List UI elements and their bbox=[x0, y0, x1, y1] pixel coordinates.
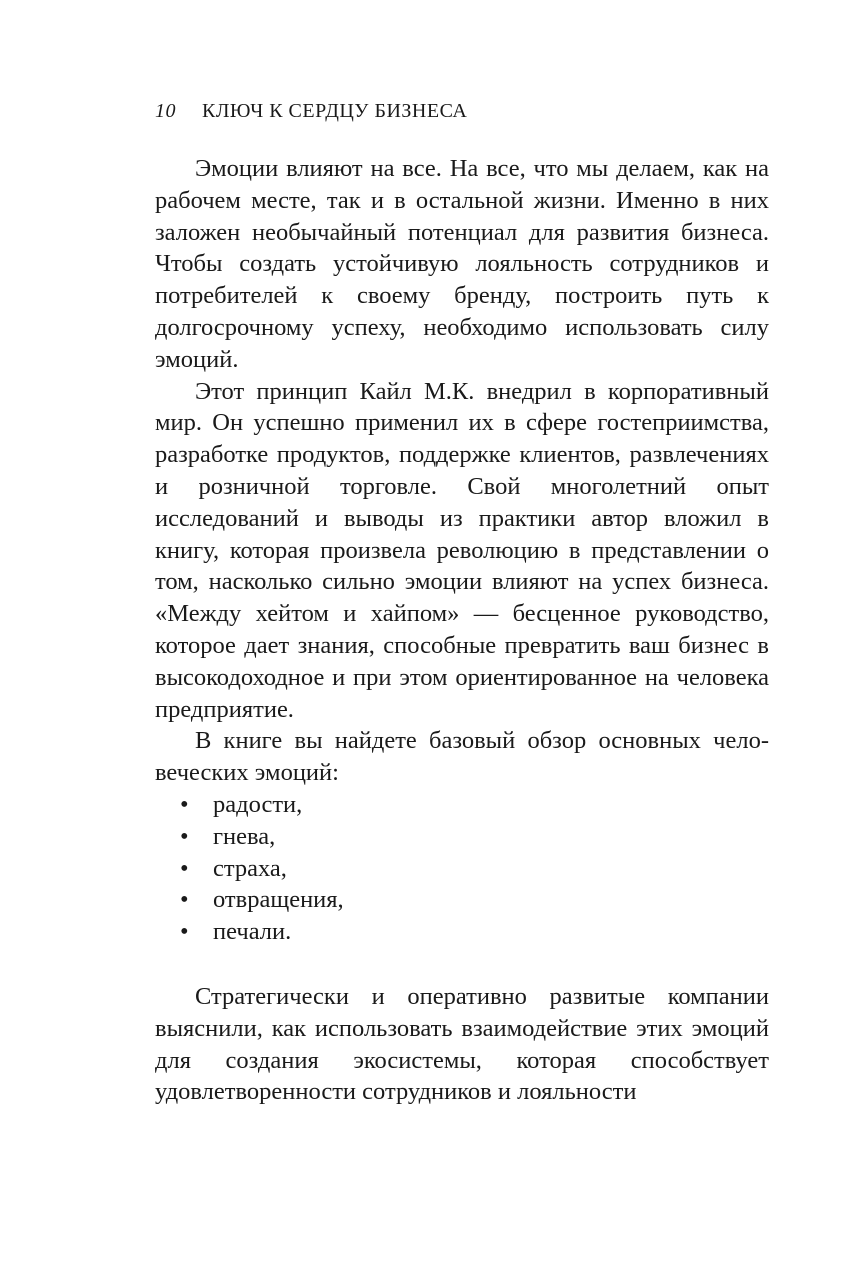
list-item bbox=[155, 884, 769, 916]
list-item bbox=[155, 821, 769, 853]
paragraph-1: Эмоции влияют на все. На все, что мы делаем, как на рабочем месте, так и в остальной жизни. Именно в них заложен необычайный потенциал для развития бизнеса. Чтобы создать устойчивую лояльность сотрудников и потребителей к своему бренду, построить путь к долгосрочному успеху, необходимо использовать силу эмоций. bbox=[155, 155, 769, 373]
list-item-text: гнева, bbox=[213, 822, 276, 850]
list-item bbox=[155, 789, 769, 821]
emotions-list bbox=[155, 789, 769, 948]
list-item bbox=[155, 916, 769, 948]
body-text bbox=[155, 153, 769, 1108]
running-head bbox=[155, 100, 467, 123]
list-item-text: радости, bbox=[213, 790, 303, 818]
section-gap bbox=[155, 948, 769, 981]
bullet-icon: • bbox=[180, 854, 189, 882]
paragraph-3: В книге вы найдете базовый обзор основных человеческих эмоций: bbox=[155, 727, 769, 787]
running-title: КЛЮЧ К СЕРДЦУ БИЗНЕСА bbox=[202, 100, 468, 122]
list-item-text: отвращения, bbox=[213, 886, 344, 914]
bullet-icon: • bbox=[180, 918, 189, 946]
page-number: 10 bbox=[155, 100, 176, 122]
list-item bbox=[155, 853, 769, 885]
paragraph-4: Стратегически и оперативно развитые компании выяснили, как использовать взаимодействие этих эмоций для создания экосистемы, которая способствует удовлетворенности сотрудников и лояльности bbox=[155, 982, 769, 1106]
bullet-icon: • bbox=[180, 822, 189, 850]
bullet-icon: • bbox=[180, 886, 189, 914]
list-item-text: печали. bbox=[213, 918, 292, 946]
paragraph-2: Этот принцип Кайл М.К. внедрил в корпоративный мир. Он успешно применил их в сфере гостеприимства, разработке продуктов, поддержке клиентов, развлечениях и розничной торговле. Свой многолетний опыт исследований и выводы из практики автор вложил в книгу, которая произвела революцию в представлении о том, насколько сильно эмоции влияют на успех бизнеса. «Между хейтом и хайпом» — бесценное руководство, которое дает знания, способные превратить ваш бизнес в высокодоходное и при этом ориентированное на человека предприятие. bbox=[155, 377, 769, 723]
list-item-text: страха, bbox=[213, 854, 287, 882]
bullet-icon: • bbox=[180, 790, 189, 818]
